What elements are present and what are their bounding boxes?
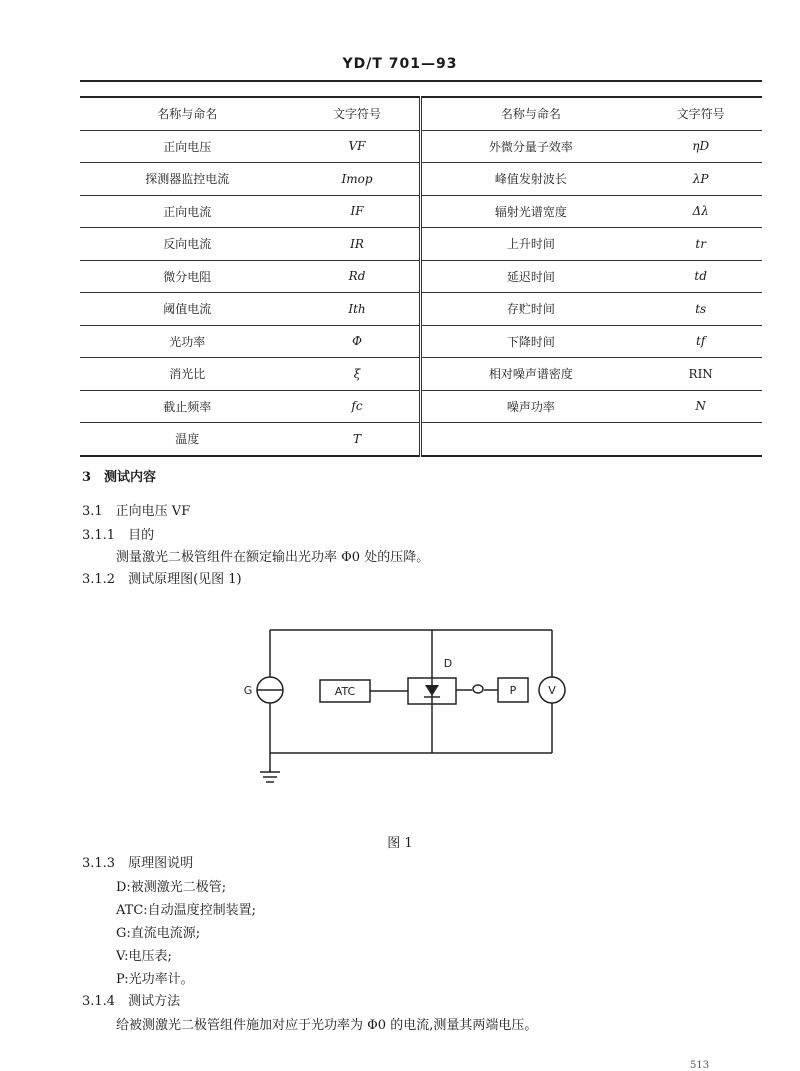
section-3-1-2-heading: 3.1.2 测试原理图(见图 1) xyxy=(82,572,242,587)
table-row xyxy=(80,260,762,293)
table-cell: 光功率 xyxy=(80,325,295,358)
table-cell: 截止频率 xyxy=(80,390,295,423)
table-cell: Rd xyxy=(295,260,421,293)
table-cell: Δλ xyxy=(639,195,762,228)
table-row xyxy=(80,358,762,391)
label-atc: ATC xyxy=(334,685,356,698)
column-header: 名称与命名 xyxy=(421,97,639,130)
section-3-1-4-heading: 3.1.4 测试方法 xyxy=(82,994,181,1009)
table-cell: Ith xyxy=(295,293,421,326)
table-row xyxy=(80,195,762,228)
page-number: 513 xyxy=(690,1060,710,1071)
table-row xyxy=(80,293,762,326)
table-cell: 下降时间 xyxy=(421,325,639,358)
table-cell: 延迟时间 xyxy=(421,260,639,293)
legend-item: P:光功率计。 xyxy=(116,972,194,987)
section-3-heading: 3 测试内容 xyxy=(82,470,157,485)
method-paragraph: 给被测激光二极管组件施加对应于光功率为 Φ0 的电流,测量其两端电压。 xyxy=(116,1018,538,1033)
label-p: P xyxy=(509,684,517,697)
legend-item: V:电压表; xyxy=(116,949,172,964)
table-cell: 反向电流 xyxy=(80,228,295,261)
figure-caption: 图 1 xyxy=(387,836,413,851)
table-cell: VF xyxy=(295,130,421,163)
section-3-1-1-heading: 3.1.1 目的 xyxy=(82,528,155,543)
table-cell: 相对噪声谱密度 xyxy=(421,358,639,391)
test-circuit-diagram xyxy=(240,620,570,790)
table-cell: 存贮时间 xyxy=(421,293,639,326)
table-cell: λP xyxy=(639,163,762,196)
table-cell: 温度 xyxy=(80,423,295,456)
table-row xyxy=(80,423,762,456)
table-row xyxy=(80,228,762,261)
table-cell: 正向电压 xyxy=(80,130,295,163)
table-cell: 外微分量子效率 xyxy=(421,130,639,163)
table-cell: td xyxy=(639,260,762,293)
table-cell: RIN xyxy=(639,358,762,391)
table-cell xyxy=(639,423,762,456)
column-header: 文字符号 xyxy=(639,97,762,130)
label-g: G xyxy=(243,684,253,697)
table-cell xyxy=(421,423,639,456)
table-cell: T xyxy=(295,423,421,456)
legend-item: D:被测激光二极管; xyxy=(116,880,227,895)
table-cell: N xyxy=(639,390,762,423)
table-row xyxy=(80,163,762,196)
legend-item: ATC:自动温度控制装置; xyxy=(116,903,257,918)
column-header: 文字符号 xyxy=(295,97,421,130)
column-header: 名称与命名 xyxy=(80,97,295,130)
document-code: YD/T 701—93 xyxy=(342,56,458,72)
table-cell: 噪声功率 xyxy=(421,390,639,423)
table-cell: 峰值发射波长 xyxy=(421,163,639,196)
table-cell: 消光比 xyxy=(80,358,295,391)
symbols-table xyxy=(80,96,762,457)
table-cell: IR xyxy=(295,228,421,261)
table-cell: ts xyxy=(639,293,762,326)
table-row xyxy=(80,390,762,423)
table-cell: 辐射光谱宽度 xyxy=(421,195,639,228)
table-header-row xyxy=(80,97,762,130)
header-rule xyxy=(80,80,762,82)
table-cell: Imop xyxy=(295,163,421,196)
table-cell: 微分电阻 xyxy=(80,260,295,293)
table-cell: tf xyxy=(639,325,762,358)
label-d: D xyxy=(443,657,453,670)
table-cell: ηD xyxy=(639,130,762,163)
table-cell: 阈值电流 xyxy=(80,293,295,326)
table-cell: ξ xyxy=(295,358,421,391)
fiber-loop xyxy=(473,685,483,693)
table-cell: 上升时间 xyxy=(421,228,639,261)
table-cell: IF xyxy=(295,195,421,228)
table-cell: 探测器监控电流 xyxy=(80,163,295,196)
table-row xyxy=(80,325,762,358)
section-3-1-3-heading: 3.1.3 原理图说明 xyxy=(82,856,194,871)
laser-diode-symbol xyxy=(425,685,439,696)
table-row xyxy=(80,130,762,163)
section-3-1-heading: 3.1 正向电压 VF xyxy=(82,504,191,519)
table-cell: fc xyxy=(295,390,421,423)
table-cell: tr xyxy=(639,228,762,261)
table-cell: 正向电流 xyxy=(80,195,295,228)
table-cell: Φ xyxy=(295,325,421,358)
label-v: V xyxy=(548,684,556,697)
purpose-paragraph: 测量激光二极管组件在额定输出光功率 Φ0 处的压降。 xyxy=(116,550,430,565)
legend-item: G:直流电流源; xyxy=(116,926,201,941)
